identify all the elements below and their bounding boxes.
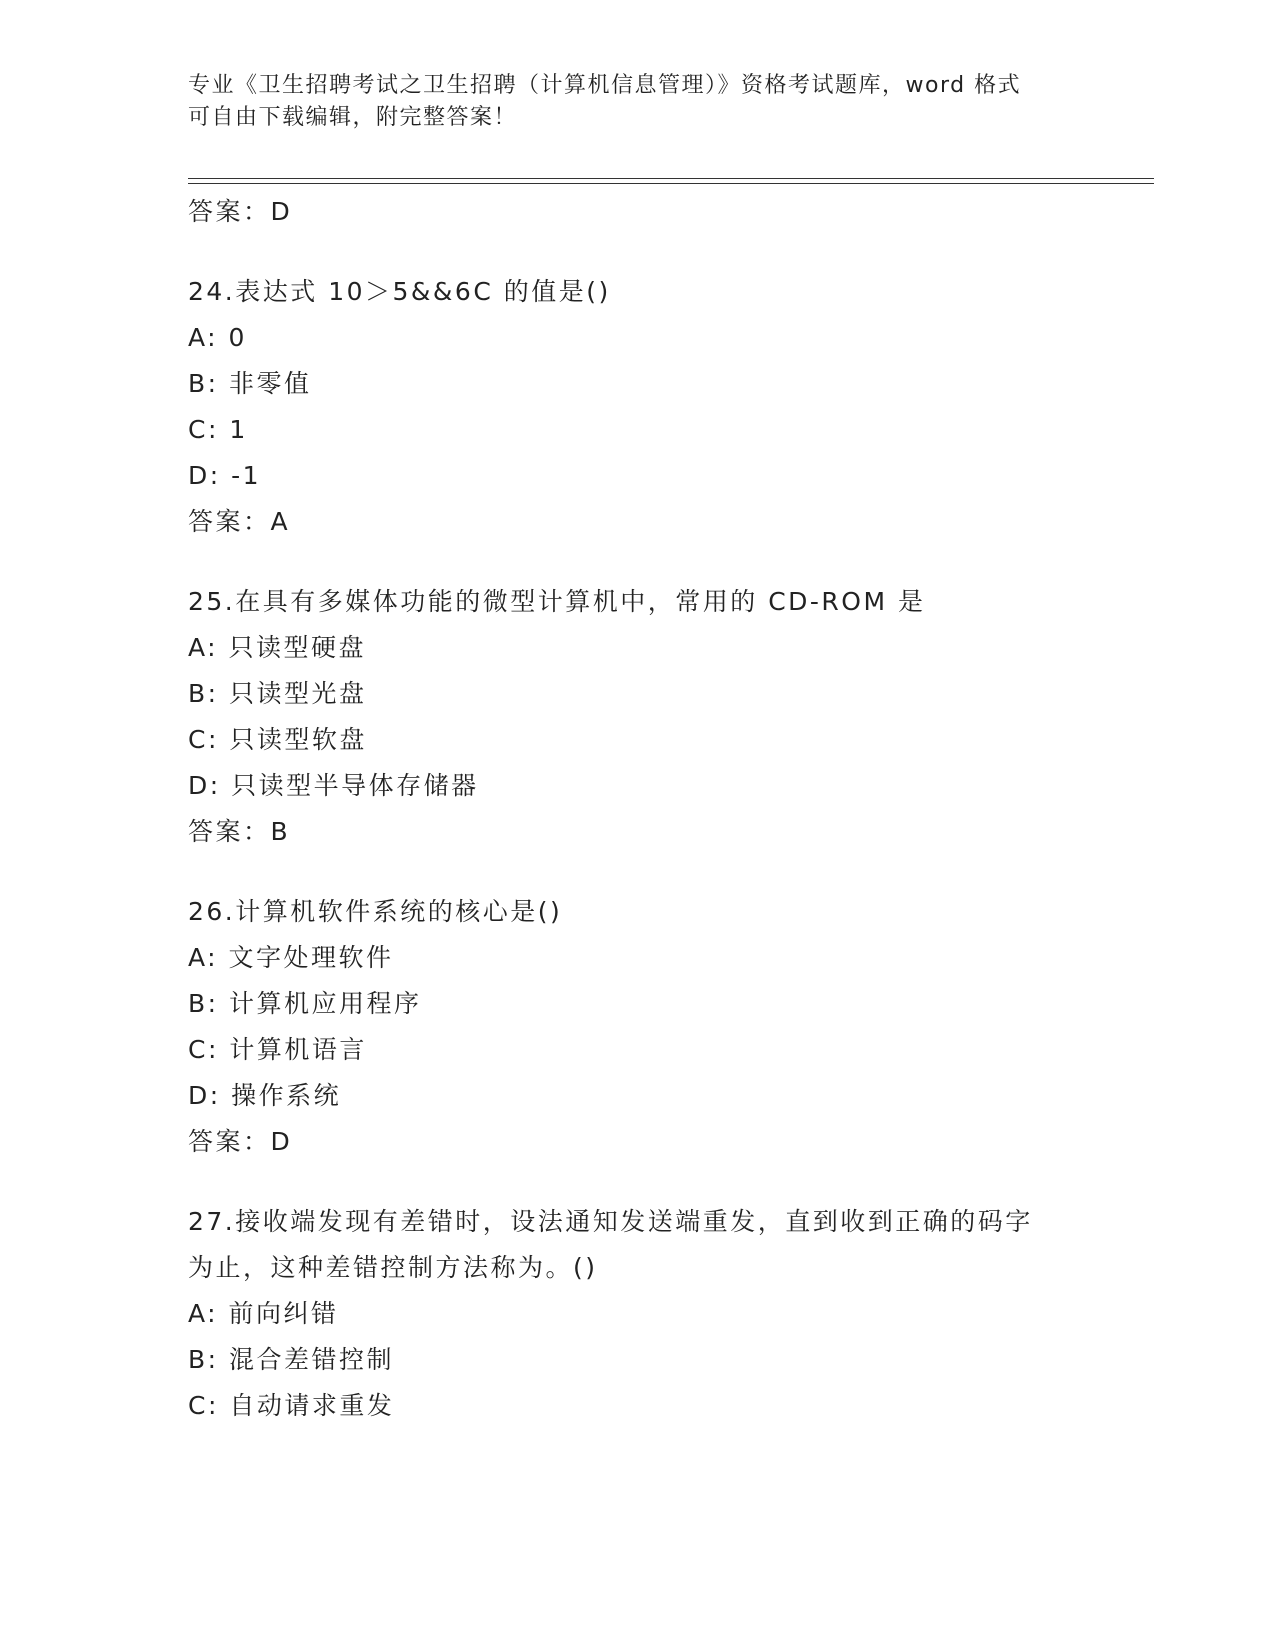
option-a: A: 0	[188, 323, 247, 352]
option-c: C: 自动请求重发	[188, 1391, 395, 1420]
option-d: D: -1	[188, 461, 262, 490]
option-b: B: 混合差错控制	[188, 1345, 395, 1374]
header-divider-top	[188, 178, 1154, 179]
question-text: 26.计算机软件系统的核心是()	[188, 897, 563, 926]
answer: 答案：B	[188, 817, 291, 846]
question-25	[188, 579, 1088, 855]
option-a: A: 前向纠错	[188, 1299, 339, 1328]
option-b: B: 非零值	[188, 369, 312, 398]
option-d: D: 操作系统	[188, 1081, 342, 1110]
question-list	[188, 189, 1088, 1429]
question-24	[188, 269, 1088, 545]
question-26	[188, 889, 1088, 1165]
option-b: B: 只读型光盘	[188, 679, 367, 708]
answer: 答案：D	[188, 1127, 293, 1156]
header-line-2: 可自由下载编辑，附完整答案！	[188, 105, 518, 130]
header-divider-bottom	[188, 183, 1154, 184]
answer: 答案：A	[188, 507, 291, 536]
option-c: C: 计算机语言	[188, 1035, 367, 1064]
option-c: C: 1	[188, 415, 248, 444]
option-a: A: 文字处理软件	[188, 943, 394, 972]
option-a: A: 只读型硬盘	[188, 633, 367, 662]
question-text: 25.在具有多媒体功能的微型计算机中，常用的 CD-ROM 是	[188, 587, 926, 616]
previous-answer: 答案：D	[188, 197, 293, 226]
question-text-line-1: 27.接收端发现有差错时，设法通知发送端重发，直到收到正确的码字	[188, 1207, 1033, 1236]
option-d: D: 只读型半导体存储器	[188, 771, 479, 800]
question-text: 24.表达式 10＞5&&6C 的值是()	[188, 277, 611, 306]
option-b: B: 计算机应用程序	[188, 989, 422, 1018]
option-c: C: 只读型软盘	[188, 725, 367, 754]
document-header	[188, 70, 1068, 134]
question-text-line-2: 为止，这种差错控制方法称为。()	[188, 1253, 598, 1282]
header-line-1: 专业《卫生招聘考试之卫生招聘（计算机信息管理）》资格考试题库，word 格式	[188, 73, 1022, 98]
question-27	[188, 1199, 1088, 1429]
